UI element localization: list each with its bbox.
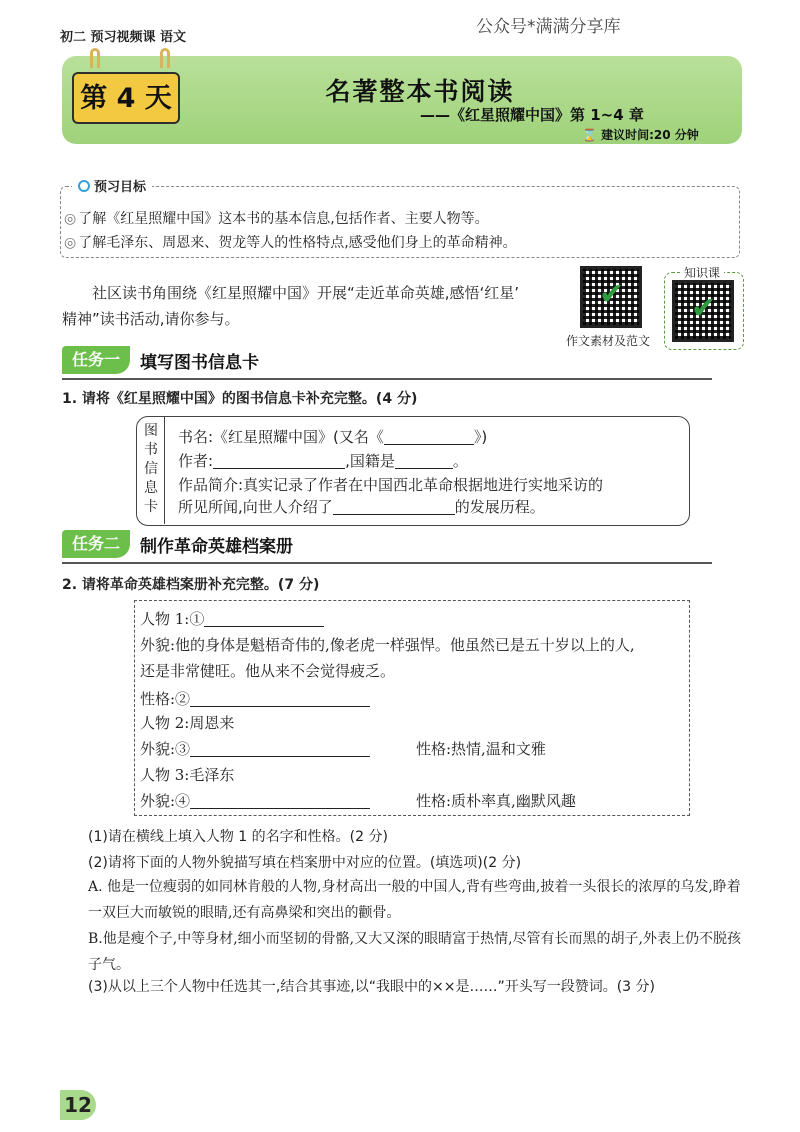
person1-appearance: 外貌:他的身体是魁梧奇伟的,像老虎一样强悍。他虽然已是五十岁以上的人, <box>140 636 635 654</box>
watermark: 公众号*满满分享库 <box>476 17 621 37</box>
author-line: 作者: ,国籍是 。 <box>178 452 468 470</box>
person3-character: 性格:质朴率真,幽默风趣 <box>416 792 576 810</box>
page-number: 12 <box>60 1090 96 1120</box>
summary-line-cont: 所见所闻,向世人介绍了 的发展历程。 <box>178 498 545 516</box>
person2-appearance-blank[interactable] <box>190 740 370 757</box>
person1-appearance-cont: 还是非常健旺。他从来不会觉得疲乏。 <box>140 662 396 680</box>
history-blank[interactable] <box>333 498 455 515</box>
person2-appearance: 外貌:③ <box>140 738 370 759</box>
person2-label: 人物 2:周恩来 <box>140 714 235 732</box>
subquestion-1: (1)请在横线上填入人物 1 的名字和性格。(2 分) <box>88 829 388 845</box>
day-badge: 第 4 天 <box>72 72 180 124</box>
person1-character-blank[interactable] <box>190 690 370 707</box>
intro-text: 社区读书角围绕《红星照耀中国》开展“走近革命英雄,感悟‘红星’ <box>92 284 520 302</box>
subquestion-2: (2)请将下面的人物外貌描写填在档案册中对应的位置。(填选项)(2 分) <box>88 855 522 871</box>
alt-title-blank[interactable] <box>384 428 474 445</box>
circle-bullet-icon: ◎ <box>64 211 77 227</box>
task2-title: 制作革命英雄档案册 <box>140 537 293 557</box>
card-divider <box>164 416 165 524</box>
person1-name-blank[interactable] <box>204 610 324 627</box>
objectives-heading: 预习目标 <box>72 176 152 195</box>
circle-bullet-icon: ◎ <box>64 235 77 251</box>
task1-bar <box>62 346 712 380</box>
person3-appearance-blank[interactable] <box>190 792 370 809</box>
person3-appearance: 外貌:④ <box>140 790 370 811</box>
option-b: B.他是瘦个子,中等身材,细小而坚韧的骨骼,又大又深的眼睛富于热情,尽管有长而黑的胡子,外表上仍不脱孩子气。 <box>88 931 741 973</box>
binder-rings <box>90 48 180 68</box>
qr-caption-knowledge: 知识课 <box>680 264 724 281</box>
task2-bar <box>62 530 712 564</box>
person1-label: 人物 1:① <box>140 608 324 629</box>
person3-label: 人物 3:毛泽东 <box>140 766 235 784</box>
qr-code-essay[interactable] <box>580 266 642 328</box>
task2-tag: 任务二 <box>62 530 130 558</box>
book-title-line: 书名:《红星照耀中国》(又名《 》) <box>178 428 488 446</box>
subquestion-3: (3)从以上三个人物中任选其一,结合其事迹,以“我眼中的××是……”开头写一段赞词。(3 分) <box>88 979 655 995</box>
check-icon: ✔ <box>599 277 625 312</box>
objective-item: ◎ 了解毛泽东、周恩来、贺龙等人的性格特点,感受他们身上的革命精神。 <box>64 235 517 251</box>
course-header: 初二 预习视频课 语文 <box>60 30 187 45</box>
card-side-label: 图书信息卡 <box>144 423 158 515</box>
option-a: A. 他是一位瘦弱的如同林肯般的人物,身材高出一般的中国人,背有些弯曲,披着一头很长的浓厚的乌发,睁着一双巨大而敏锐的眼睛,还有高鼻梁和突出的颧骨。 <box>88 879 741 921</box>
person1-character: 性格:② <box>140 688 370 709</box>
check-icon: ✔ <box>691 291 717 326</box>
page-subtitle: ——《红星照耀中国》第 1~4 章 <box>420 106 644 124</box>
qr-code-knowledge[interactable] <box>672 280 734 342</box>
suggested-time: ⌛ 建议时间:20 分钟 <box>582 128 699 142</box>
task1-title: 填写图书信息卡 <box>140 353 259 373</box>
objective-item: ◎ 了解《红星照耀中国》这本书的基本信息,包括作者、主要人物等。 <box>64 211 489 227</box>
person2-character: 性格:热情,温和文雅 <box>416 740 546 758</box>
question-1: 1. 请将《红星照耀中国》的图书信息卡补充完整。(4 分) <box>62 391 418 407</box>
page-title: 名著整本书阅读 <box>325 77 515 106</box>
qr-caption-essay: 作文素材及范文 <box>566 334 651 348</box>
question-2: 2. 请将革命英雄档案册补充完整。(7 分) <box>62 577 320 593</box>
nationality-blank[interactable] <box>395 452 453 469</box>
target-icon <box>78 180 90 192</box>
author-blank[interactable] <box>213 452 345 469</box>
task1-tag: 任务一 <box>62 346 130 374</box>
intro-text-cont: 精神”读书活动,请你参与。 <box>62 310 240 328</box>
summary-line: 作品简介:真实记录了作者在中国西北革命根据地进行实地采访的 <box>178 476 604 494</box>
